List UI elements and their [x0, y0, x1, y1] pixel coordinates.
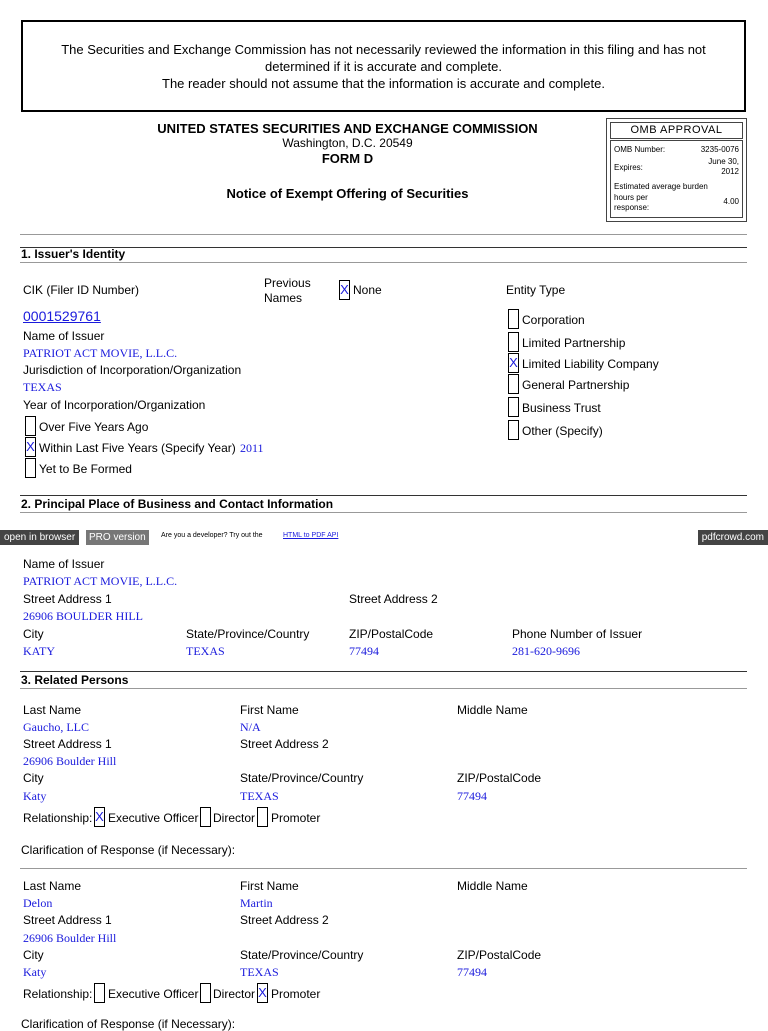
divider [20, 688, 747, 689]
corporation-checkbox[interactable] [508, 309, 519, 329]
disclaimer-line-1: The Securities and Exchange Commission has not necessarily reviewed the information in this filing and has not [61, 42, 706, 57]
other-label: Other (Specify) [522, 424, 603, 438]
divider [20, 671, 747, 672]
section-3-heading: 3. Related Persons [21, 673, 129, 687]
person-1-last-name-label: Last Name [23, 703, 82, 717]
issuer-name-value: PATRIOT ACT MOVIE, L.L.C. [23, 346, 178, 360]
none-checkbox[interactable]: X [339, 280, 350, 300]
person-1-street2-label: Street Address 2 [240, 737, 329, 751]
yet-to-be-formed-label: Yet to Be Formed [39, 462, 132, 476]
general-partnership-checkbox[interactable] [508, 374, 519, 394]
agency-title: UNITED STATES SECURITIES AND EXCHANGE COMMISSION [157, 121, 538, 136]
principal-street1-value: 26906 BOULDER HILL [23, 609, 143, 623]
person-1-state-label: State/Province/Country [240, 771, 364, 785]
principal-zip-value: 77494 [349, 644, 379, 658]
principal-street1-label: Street Address 1 [23, 592, 112, 606]
jurisdiction-value: TEXAS [23, 380, 62, 394]
yet-to-be-formed-checkbox[interactable] [25, 458, 36, 478]
person-1-executive-officer-label: Executive Officer [108, 811, 199, 825]
other-checkbox[interactable] [508, 420, 519, 440]
omb-expires-value-1: June 30, [708, 157, 739, 166]
divider [20, 247, 747, 248]
omb-title: OMB APPROVAL [630, 124, 723, 136]
form-name: FORM D [321, 151, 374, 166]
omb-number-value: 3235-0076 [700, 145, 739, 154]
previous-names-label-2: Names [264, 291, 303, 305]
over-five-years-checkbox[interactable] [25, 416, 36, 436]
pro-version-button[interactable]: PRO version [86, 530, 149, 545]
llc-label: Limited Liability Company [522, 357, 659, 371]
limited-partnership-label: Limited Partnership [522, 336, 626, 350]
person-2-last-name-value: Delon [23, 896, 53, 910]
cik-label: CIK (Filer ID Number) [23, 283, 140, 297]
person-2-director-label: Director [213, 987, 256, 1001]
disclaimer-line-2: determined if it is accurate and complete. [264, 59, 502, 74]
person-1-first-name-label: First Name [240, 703, 299, 717]
corporation-label: Corporation [522, 313, 585, 327]
divider [20, 868, 747, 869]
divider [20, 262, 747, 263]
omb-details [610, 140, 743, 218]
person-2-clarification-label: Clarification of Response (if Necessary): [21, 1017, 236, 1031]
omb-expires-label: Expires: [614, 163, 643, 172]
omb-burden-label-2: hours per [614, 193, 648, 202]
principal-street2-label: Street Address 2 [349, 592, 438, 606]
omb-title-box [610, 122, 743, 139]
limited-partnership-checkbox[interactable] [508, 332, 519, 352]
person-2-executive-officer-checkbox[interactable] [94, 983, 105, 1003]
person-2-zip-value: 77494 [457, 965, 487, 979]
omb-approval-box [606, 118, 747, 222]
person-2-zip-label: ZIP/PostalCode [457, 948, 542, 962]
open-in-browser-button[interactable]: open in browser [0, 530, 79, 545]
person-1-street1-value: 26906 Boulder Hill [23, 754, 117, 768]
person-2-relationship-label: Relationship: [23, 987, 93, 1001]
person-1-director-checkbox[interactable] [200, 807, 211, 827]
section-1-heading: 1. Issuer's Identity [21, 247, 126, 261]
person-1-city-label: City [23, 771, 44, 785]
person-1-clarification-label: Clarification of Response (if Necessary): [21, 843, 236, 857]
person-2-city-value: Katy [23, 965, 47, 979]
person-2-street1-label: Street Address 1 [23, 913, 112, 927]
html-to-pdf-api-link[interactable]: HTML to PDF API [283, 532, 339, 539]
omb-burden-label-3: response: [614, 203, 650, 212]
person-1-first-name-value: N/A [240, 720, 261, 734]
person-1-state-value: TEXAS [240, 789, 279, 803]
person-2-street2-label: Street Address 2 [240, 913, 329, 927]
person-1-middle-name-label: Middle Name [457, 703, 528, 717]
within-five-years-label: Within Last Five Years (Specify Year) [39, 441, 236, 455]
principal-phone-value: 281-620-9696 [512, 644, 580, 658]
developer-text: Are you a developer? Try out the [161, 532, 263, 539]
person-2-middle-name-label: Middle Name [457, 879, 528, 893]
person-1-promoter-label: Promoter [271, 811, 321, 825]
principal-city-value: KATY [23, 644, 55, 658]
year-label: Year of Incorporation/Organization [23, 398, 206, 412]
person-1-zip-label: ZIP/PostalCode [457, 771, 542, 785]
person-2-street1-value: 26906 Boulder Hill [23, 931, 117, 945]
principal-state-label: State/Province/Country [186, 627, 310, 641]
person-1-director-label: Director [213, 811, 256, 825]
divider [20, 512, 747, 513]
person-2-executive-officer-label: Executive Officer [108, 987, 199, 1001]
issuer-name-label: Name of Issuer [23, 329, 105, 343]
business-trust-label: Business Trust [522, 401, 601, 415]
over-five-years-label: Over Five Years Ago [39, 420, 149, 434]
previous-names-label-1: Previous [264, 276, 311, 290]
pdfcrowd-brand[interactable]: pdfcrowd.com [698, 530, 768, 545]
within-five-years-checkbox[interactable]: X [25, 437, 36, 457]
principal-name-value: PATRIOT ACT MOVIE, L.L.C. [23, 574, 178, 588]
divider [20, 495, 747, 496]
cik-link[interactable]: 0001529761 [23, 308, 101, 324]
disclaimer-line-3: The reader should not assume that the information is accurate and complete. [162, 76, 605, 91]
omb-expires-value-2: 2012 [721, 167, 739, 176]
entity-type-label: Entity Type [506, 283, 566, 297]
person-2-city-label: City [23, 948, 44, 962]
principal-zip-label: ZIP/PostalCode [349, 627, 434, 641]
person-1-relationship-label: Relationship: [23, 811, 93, 825]
person-2-promoter-checkbox[interactable]: X [257, 983, 268, 1003]
form-title: Notice of Exempt Offering of Securities [226, 186, 469, 201]
person-1-street1-label: Street Address 1 [23, 737, 112, 751]
person-1-last-name-value: Gaucho, LLC [23, 720, 89, 734]
person-1-executive-officer-checkbox[interactable]: X [94, 807, 105, 827]
person-1-promoter-checkbox[interactable] [257, 807, 268, 827]
principal-state-value: TEXAS [186, 644, 225, 658]
omb-burden-value: 4.00 [723, 197, 739, 206]
disclaimer-box [21, 20, 746, 112]
business-trust-checkbox[interactable] [508, 397, 519, 417]
year-value: 2011 [240, 441, 264, 455]
person-2-state-label: State/Province/Country [240, 948, 364, 962]
person-2-first-name-value: Martin [240, 896, 273, 910]
none-label: None [353, 283, 382, 297]
person-2-promoter-label: Promoter [271, 987, 321, 1001]
principal-city-label: City [23, 627, 44, 641]
agency-city: Washington, D.C. 20549 [282, 136, 413, 150]
divider [20, 234, 747, 235]
jurisdiction-label: Jurisdiction of Incorporation/Organization [23, 363, 242, 377]
person-2-last-name-label: Last Name [23, 879, 82, 893]
person-2-state-value: TEXAS [240, 965, 279, 979]
general-partnership-label: General Partnership [522, 378, 630, 392]
person-1-zip-value: 77494 [457, 789, 487, 803]
section-2-heading: 2. Principal Place of Business and Contact Information [21, 497, 334, 511]
principal-phone-label: Phone Number of Issuer [512, 627, 643, 641]
pdfcrowd-bar [0, 530, 768, 545]
llc-checkbox[interactable]: X [508, 353, 519, 373]
principal-name-label: Name of Issuer [23, 557, 105, 571]
omb-number-label: OMB Number: [614, 145, 666, 154]
person-2-director-checkbox[interactable] [200, 983, 211, 1003]
person-2-first-name-label: First Name [240, 879, 299, 893]
omb-burden-label-1: Estimated average burden [614, 182, 708, 191]
person-1-city-value: Katy [23, 789, 47, 803]
